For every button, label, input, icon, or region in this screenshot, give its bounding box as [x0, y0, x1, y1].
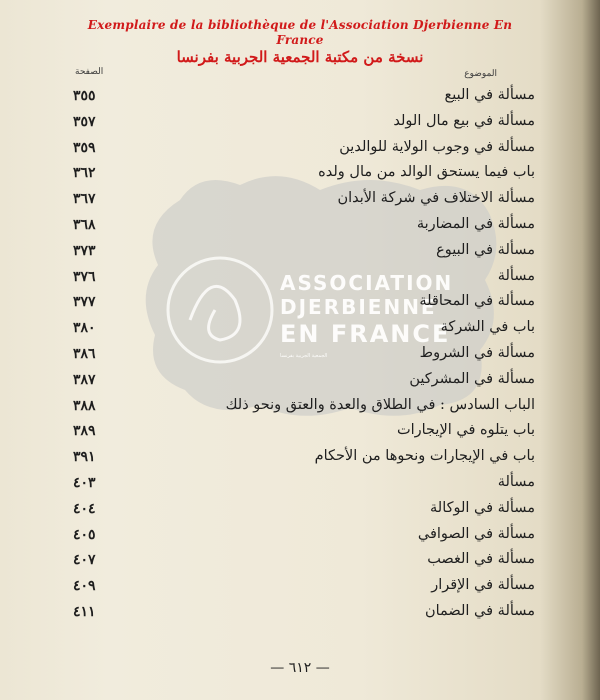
toc-entry [55, 266, 535, 292]
toc-entry [55, 162, 535, 188]
entry-page-number: ٣٧٦ [73, 268, 96, 285]
toc-entry [55, 214, 535, 240]
toc-entry [55, 343, 535, 369]
entry-page-number: ٣٥٧ [73, 113, 96, 130]
watermark-line3: EN FRANCE [280, 320, 451, 348]
entry-topic: مسألة [497, 267, 535, 284]
entry-topic: باب في الشركة [440, 319, 535, 336]
toc-entry [55, 472, 535, 498]
entry-topic: مسألة في وجوب الولاية للوالدين [339, 138, 535, 155]
toc-entry [55, 85, 535, 111]
toc-entry [55, 498, 535, 524]
toc-entry [55, 524, 535, 550]
page-number-footer: — ٦١٢ — [270, 660, 330, 676]
toc-entry [55, 549, 535, 575]
entry-topic: الباب السادس : في الطلاق والعدة والعتق ونحو ذلك [225, 396, 535, 413]
entry-topic: باب في الإيجارات ونحوها من الأحكام [314, 448, 535, 465]
entry-topic: مسألة في البيوع [436, 241, 535, 258]
entry-topic: مسألة [497, 473, 535, 490]
entry-topic: مسألة في الغصب [427, 551, 535, 568]
entry-topic: مسألة الاختلاف في شركة الأبدان [337, 190, 535, 207]
entry-topic: باب يتلوه في الإيجارات [396, 422, 535, 439]
toc-entry [55, 575, 535, 601]
entry-page-number: ٣٥٥ [73, 88, 96, 104]
toc-entry [55, 420, 535, 446]
toc-entry [55, 317, 535, 343]
entry-page-number: ٤٠٤ [73, 500, 96, 517]
entry-page-number: ٤٠٥ [73, 526, 96, 543]
entry-topic: مسألة في المشركين [409, 370, 535, 387]
entry-topic: مسألة في بيع مال الولد [393, 112, 535, 129]
entry-page-number: ٣٧٧ [73, 294, 96, 311]
entry-page-number: ٣٦٨ [73, 216, 96, 233]
entry-topic: مسألة في المضاربة [416, 215, 535, 232]
page-column-header: الصفحة [75, 67, 104, 77]
entry-page-number: ٣٦٧ [73, 191, 96, 208]
toc-entry [55, 111, 535, 137]
entry-topic: مسألة في الإقرار [431, 577, 535, 594]
entry-topic: مسألة في الوكالة [430, 499, 535, 516]
entry-page-number: ٤٠٩ [73, 578, 96, 595]
entry-page-number: ٣٨٧ [73, 371, 96, 388]
toc-entry [55, 395, 535, 421]
toc-entries [55, 85, 535, 627]
header-french-text: Exemplaire de la bibliothèque de l'Association Djerbienne En France [87, 18, 513, 47]
entry-topic: باب فيما يستحق الوالد من مال ولده [318, 164, 535, 181]
entry-page-number: ٣٥٩ [73, 139, 96, 156]
toc-entry [55, 188, 535, 214]
entry-page-number: ٣٨٦ [73, 345, 96, 362]
entry-topic: مسألة في المحاقلة [419, 293, 535, 310]
entry-page-number: ٣٧٣ [73, 242, 96, 259]
toc-entry [55, 446, 535, 472]
entry-topic: مسألة في الصوافي [417, 525, 535, 542]
entry-page-number: ٣٨٨ [73, 397, 96, 414]
entry-page-number: ٣٨٩ [73, 423, 96, 440]
watermark-line2: DJERBIENNE [280, 295, 437, 319]
watermark-line1: ASSOCIATION [280, 271, 454, 295]
entry-page-number: ٤١١ [73, 603, 96, 620]
entry-page-number: ٣٨٠ [73, 320, 96, 337]
toc-entry [55, 240, 535, 266]
topic-column-header: الموضوع [464, 69, 497, 79]
entry-page-number: ٤٠٧ [73, 552, 96, 569]
watermark-line4: الجمعية الجربية بفرنسا [280, 353, 328, 359]
entry-topic: مسألة في الضمان [424, 602, 535, 619]
toc-entry [55, 291, 535, 317]
header-arabic-text: نسخة من مكتبة الجمعية الجربية بفرنسا [176, 48, 424, 66]
toc-entry [55, 137, 535, 163]
toc-entry [55, 369, 535, 395]
library-stamp-header [70, 18, 530, 67]
table-of-contents [55, 63, 535, 627]
entry-page-number: ٣٦٢ [73, 165, 96, 182]
entry-page-number: ٤٠٣ [73, 474, 96, 491]
toc-entry [55, 601, 535, 627]
entry-topic: مسألة في البيع [444, 87, 535, 103]
entry-page-number: ٣٩١ [73, 449, 96, 466]
entry-topic: مسألة في الشروط [419, 344, 535, 361]
